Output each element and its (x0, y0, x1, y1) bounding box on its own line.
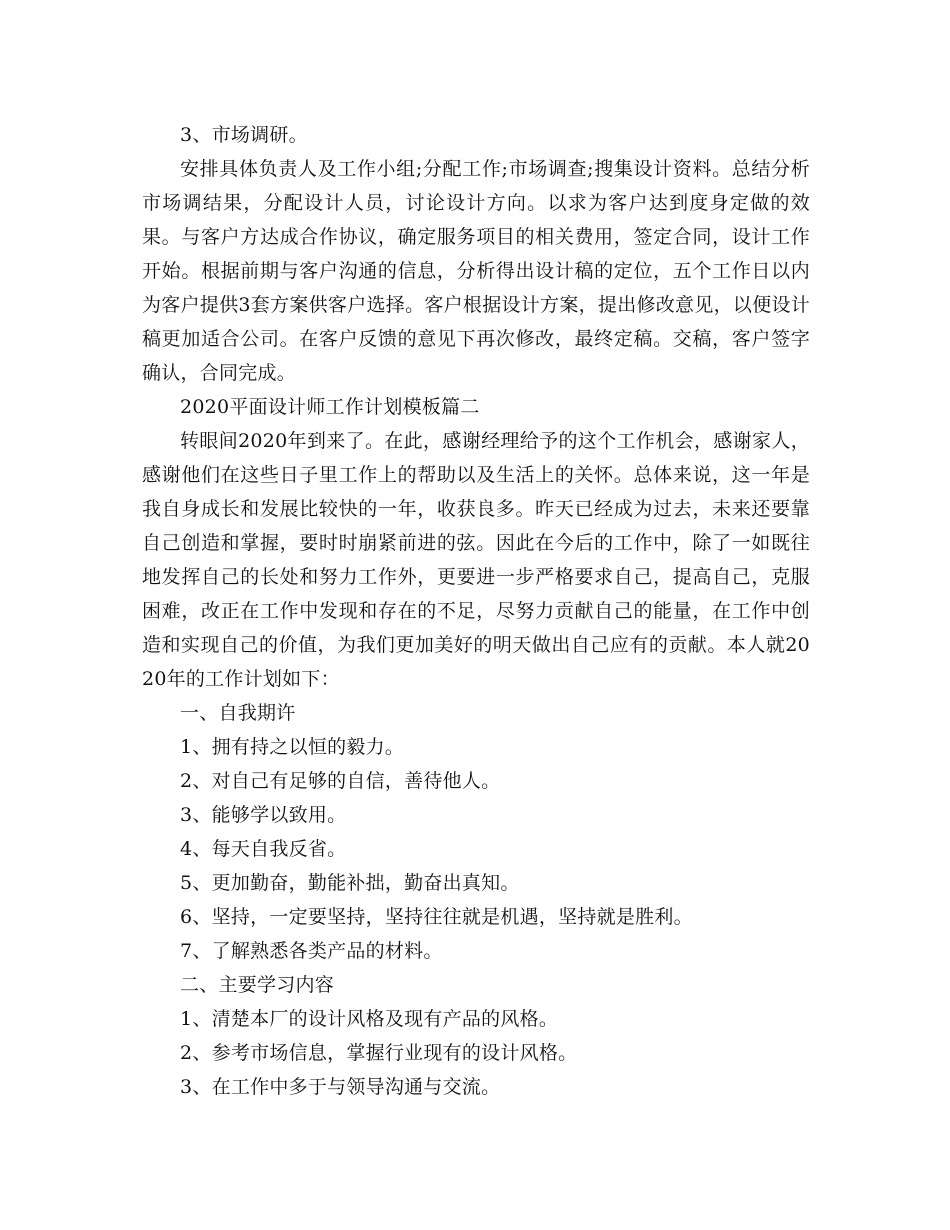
list-item: 3、在工作中多于与领导沟通与交流。 (180, 1076, 501, 1098)
document-body (142, 118, 810, 1104)
list-item: 7、了解熟悉各类产品的材料。 (180, 940, 443, 962)
list-item-market-research: 3、市场调研。 (180, 124, 308, 146)
list-item: 5、更加勤奋，勤能补拙，勤奋出真知。 (180, 872, 520, 894)
list-item: 3、能够学以致用。 (180, 804, 347, 826)
list-item: 6、坚持，一定要坚持，坚持往往就是机遇，坚持就是胜利。 (180, 906, 693, 928)
body-paragraph-workflow: 安排具体负责人及工作小组;分配工作;市场调查;搜集设计资料。总结分析市场调结果，分配设计人员，讨论设计方向。以求为客户达到度身定做的效果。与客户方达成合作协议，确定服务项目的相关费用，签定合同，设计工作开始。根据前期与客户沟通的信息，分析得出设计稿的定位，五个工作日以内为客户提供3套方案供客户选择。客户根据设计方案，提出修改意见，以便设计稿更加适合公司。在客户反馈的意见下再次修改，最终定稿。交稿，客户签字确认，合同完成。 (142, 158, 810, 384)
list-item: 1、清楚本厂的设计风格及现有产品的风格。 (180, 1008, 559, 1030)
body-paragraph-intro: 转眼间2020年到来了。在此，感谢经理给予的这个工作机会，感谢家人，感谢他们在这些日子里工作上的帮助以及生活上的关怀。总体来说，这一年是我自身成长和发展比较快的一年，收获良多。昨天已经成为过去，未来还要靠自己创造和掌握，要时时崩紧前进的弦。因此在今后的工作中，除了一如既往地发挥自己的长处和努力工作外，更要进一步严格要求自己，提高自己，克服困难，改正在工作中发现和存在的不足，尽努力贡献自己的能量，在工作中创造和实现自己的价值，为我们更加美好的明天做出自己应有的贡献。本人就2020年的工作计划如下： (142, 430, 810, 690)
list-item: 2、参考市场信息，掌握行业现有的设计风格。 (180, 1042, 578, 1064)
section-heading-self-expectation: 一、自我期许 (180, 702, 296, 724)
list-item: 2、对自己有足够的自信，善待他人。 (180, 770, 501, 792)
section-heading-learning: 二、主要学习内容 (180, 974, 335, 996)
section-heading-part-two: 2020平面设计师工作计划模板篇二 (180, 396, 480, 418)
list-item: 1、拥有持之以恒的毅力。 (180, 736, 405, 758)
list-item: 4、每天自我反省。 (180, 838, 347, 860)
